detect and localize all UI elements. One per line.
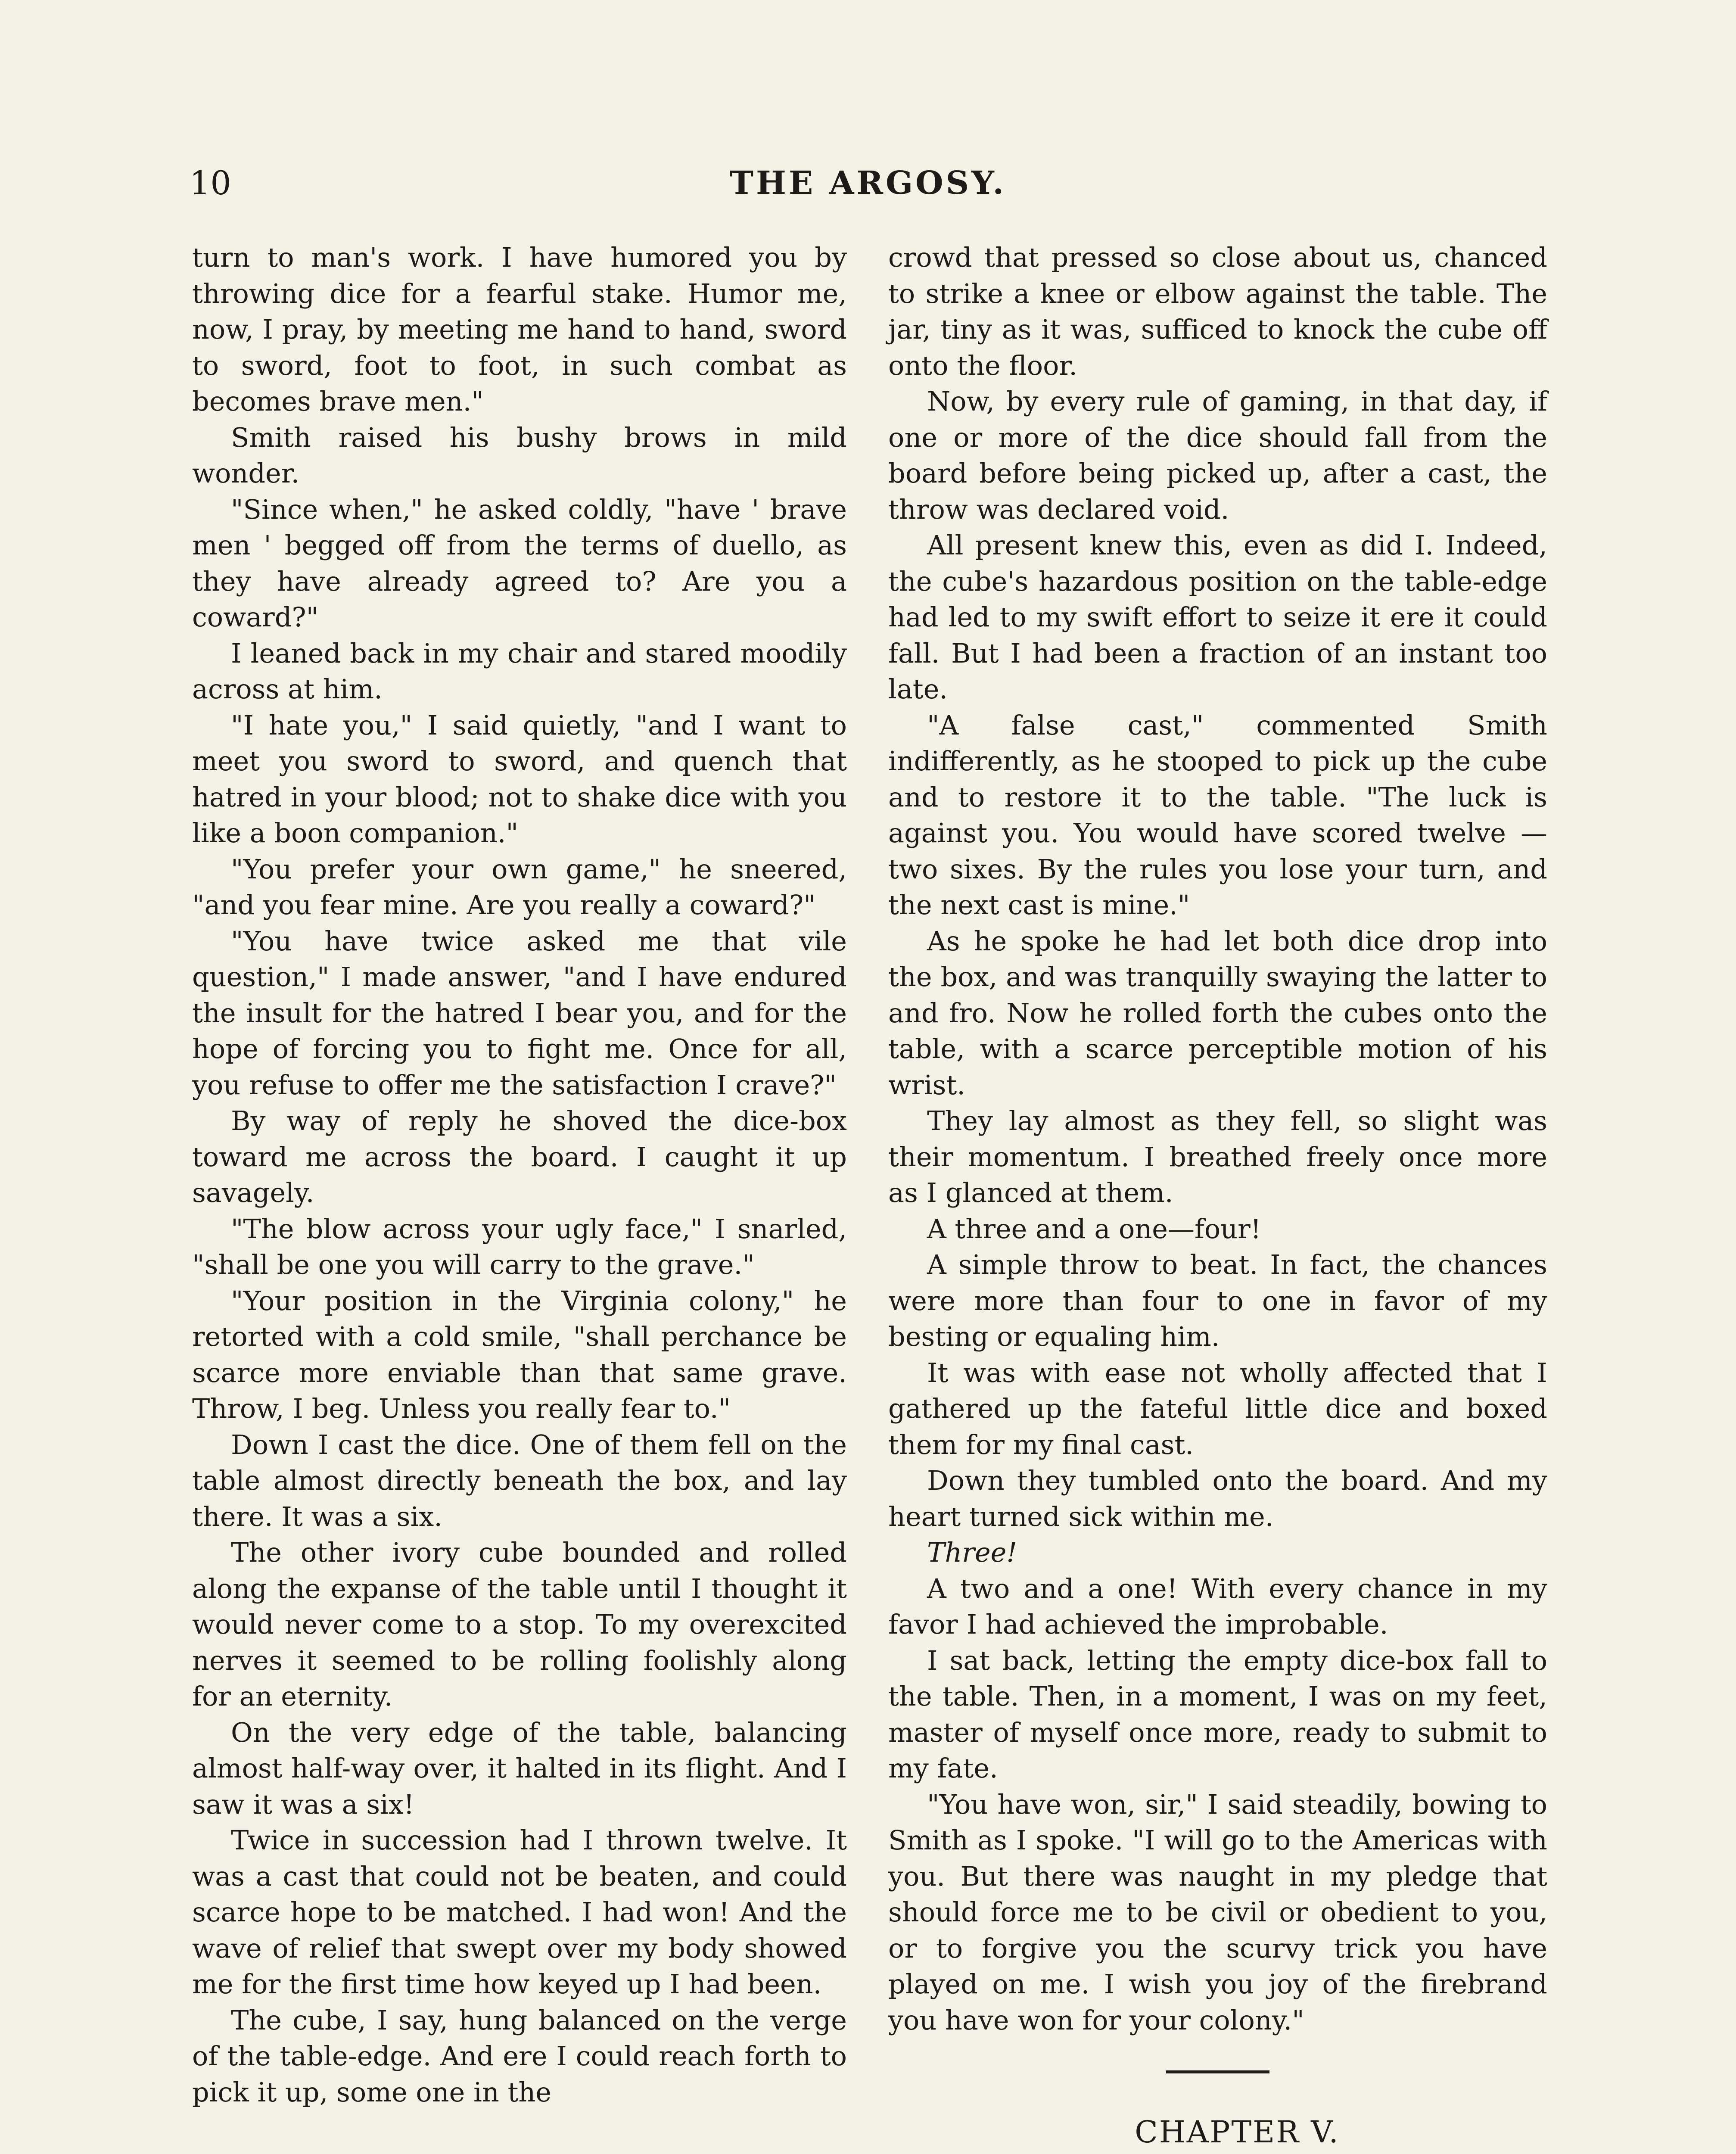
paragraph: A simple throw to beat. In fact, the chances were more than four to one in favor of my besting or equaling him. — [888, 1249, 1547, 1352]
paragraph: Smith raised his bushy brows in mild wonder. — [192, 421, 847, 489]
paragraph: Twice in succession had I thrown twelve. It was a cast that could not be beaten, and could scarce hope to be matched. I had won! And the wave of relief that swept over my body showed me for the first time how keyed up I had been. — [192, 1824, 847, 2000]
paragraph: "Your position in the Virginia colony," he retorted with a cold smile, "shall perchance be scarce more enviable than that same grave. Throw, I beg. Unless you really fear to." — [192, 1285, 847, 1424]
chapter-subtitle — [888, 2151, 1547, 2154]
paragraph: "A false cast," commented Smith indifferently, as he stooped to pick up the cube and to restore it to the table. "The luck is against you. You would have scored twelve —two sixes. By the rules you lose your turn, and the next cast is mine." — [888, 709, 1547, 921]
paragraph: A two and a one! With every chance in my favor I had achieved the improbable. — [888, 1572, 1547, 1640]
chapter-divider — [1166, 2070, 1269, 2073]
paragraph: I sat back, letting the empty dice-box fall to the table. Then, in a moment, I was on my feet, master of myself once more, ready to submit to my fate. — [888, 1644, 1547, 1784]
paragraph: "I hate you," I said quietly, "and I want to meet you sword to sword, and quench that hatred in your blood; not to shake dice with you like a boon companion." — [192, 709, 847, 849]
paragraph: The cube, I say, hung balanced on the verge of the table-edge. And ere I could reach forth to pick it up, some one in the — [192, 2004, 847, 2108]
paragraph: turn to man's work. I have humored you by throwing dice for a fearful stake. Humor me, now, I pray, by meeting me hand to hand, sword to sword, foot to foot, in such combat as becomes brave men." — [192, 242, 847, 417]
left-column — [192, 240, 847, 2110]
chapter-title: CHAPTER V. — [1135, 2114, 1340, 2150]
paragraph: By way of reply he shoved the dice-box toward me across the board. I caught it up savagely. — [192, 1105, 847, 1208]
paragraph: As he spoke he had let both dice drop into the box, and was tranquilly swaying the latter to and fro. Now he rolled forth the cubes onto the table, with a scarce perceptible motion of his wrist. — [888, 925, 1547, 1101]
paragraph: All present knew this, even as did I. Indeed, the cube's hazardous position on the table-edge had led to my swift effort to seize it ere it could fall. But I had been a fraction of an instant too late. — [888, 529, 1547, 705]
paragraph: "The blow across your ugly face," I snarled, "shall be one you will carry to the grave." — [192, 1213, 847, 1280]
paragraph: "You prefer your own game," he sneered, "and you fear mine. Are you really a coward?" — [192, 853, 847, 921]
paragraph: I leaned back in my chair and stared moodily across at him. — [192, 637, 847, 705]
paragraph: "You have won, sir," I said steadily, bowing to Smith as I spoke. "I will go to the Americas with you. But there was naught in my pledge that should force me to be civil or obedient to you, or to forgive you the scurvy trick you have played on me. I wish you joy of the firebrand you have won for your colony." — [888, 1788, 1547, 2036]
paragraph: Three! — [927, 1537, 1017, 1568]
paragraph: It was with ease not wholly affected that I gathered up the fateful little dice and boxed them for my final cast. — [888, 1357, 1547, 1460]
paragraph: "Since when," he asked coldly, "have ' brave men ' begged off from the terms of duello, as they have already agreed to? Are you a coward?" — [192, 493, 847, 633]
paragraph: On the very edge of the table, balancing almost half-way over, it halted in its flight. And I saw it was a six! — [192, 1716, 847, 1820]
page-number: 10 — [190, 164, 231, 202]
paragraph: The other ivory cube bounded and rolled along the expanse of the table until I thought it would never come to a stop. To my overexcited nerves it seemed to be rolling foolishly along for an eternity. — [192, 1537, 847, 1712]
paragraph: crowd that pressed so close about us, chanced to strike a knee or elbow against the table. The jar, tiny as it was, sufficed to knock the cube off onto the floor. — [888, 242, 1547, 381]
page-header — [190, 159, 1546, 207]
paragraph: "You have twice asked me that vile question," I made answer, "and I have endured the insult for the hatred I bear you, and for the hope of forcing you to fight me. Once for all, you refuse to offer me the satisfaction I crave?" — [192, 925, 847, 1101]
paragraph: A three and a one—four! — [927, 1213, 1261, 1245]
right-column — [888, 240, 1547, 2154]
paragraph: Now, by every rule of gaming, in that day, if one or more of the dice should fall from the board before being picked up, after a cast, the throw was declared void. — [888, 386, 1547, 525]
paragraph: Down I cast the dice. One of them fell on the table almost directly beneath the box, and lay there. It was a six. — [192, 1429, 847, 1532]
paragraph: Down they tumbled onto the board. And my heart turned sick within me. — [888, 1465, 1547, 1532]
running-title: THE ARGOSY. — [729, 165, 1007, 202]
paragraph: They lay almost as they fell, so slight was their momentum. I breathed freely once more as I glanced at them. — [888, 1105, 1547, 1208]
